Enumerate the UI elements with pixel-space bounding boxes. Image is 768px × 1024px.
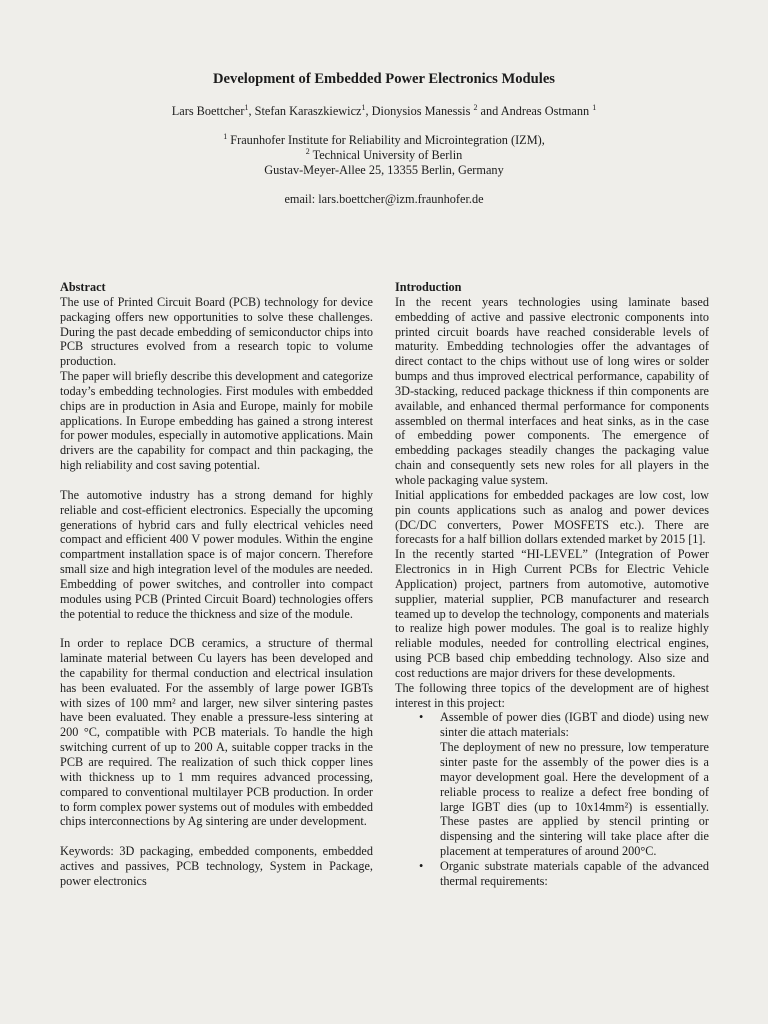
affiliation-line [0,148,768,163]
author-affiliation-mark: 1 [592,103,597,112]
abstract-paragraph: The paper will briefly describe this development and categorize today’s embedding technologies. First modules with embedded chips are in production in Asia and Europe, mainly for mobile applications. In Europe embedding has gained a strong interest for power modules, especially in automotive applications. Main drivers are the capability for compact and thin packaging, the high reliability and cost saving potential. [60,369,373,473]
author-separator: and [477,104,501,118]
affiliation-mark: 2 [305,147,310,156]
author-name: Andreas Ostmann [500,104,590,118]
introduction-paragraph: In the recently started “HI-LEVEL” (Integration of Power Electronics in in High Current PCBs for Electric Vehicle Application) project, partners from automotive, automotive supplier, material supplier, PCB manufacturer and research teamed up to develop the technology, components and materials to realize high power modules. The goal is to realize highly reliable modules, needed for controlling electrical engines, using PCB based chip embedding technology. Also size and cost reductions are major drivers for these developments. [395,547,709,680]
affiliation-line [0,133,768,148]
right-column [395,280,709,889]
paper-title: Development of Embedded Power Electronics Modules [213,71,555,87]
author-separator: , [365,104,372,118]
affiliation-mark: 1 [223,132,228,141]
left-column [60,280,373,889]
abstract-paragraph: In order to replace DCB ceramics, a structure of thermal laminate material between Cu layers has been developed and the capability for thermal conduction and electrical insulation has been evaluated. For the assembly of large power IGBTs with sizes of 100 mm² and larger, new silver sintering pastes have been evaluated. They enable a pressure-less sintering at 200 °C, compatible with PCB materials. To handle the high switching current of up to 200 A, suitable copper tracks in the PCB are required. The realization of such thick copper lines with thickness up to 1 mm requires advanced processing, compared to conventional multilayer PCB production. In order to form complex power systems out of modules with embedded chips interconnections by Ag sintering are under development. [60,636,373,829]
author-list [0,103,768,119]
keywords: Keywords: 3D packaging, embedded components, embedded actives and passives, PCB technology, System in Package, power electronics [60,844,373,888]
author-affiliation-mark: 1 [361,103,366,112]
abstract-paragraph: The automotive industry has a strong demand for highly reliable and cost-efficient electronics. Especially the upcoming generations of hybrid cars and fully electrical vehicles need compact and efficient 400 V power modules. Within the engine compartment installation space is of major concern. Therefore small size and high integration level of the modules are needed. Embedding of power switches, and controller into compact modules using PCB (Printed Circuit Board) technologies offers the potential to reduce the thickness and size of the module. [60,487,373,621]
author-name: Dionysios Manessis [371,104,471,118]
topic-list-item [419,858,709,889]
topic-title: Organic substrate materials capable of the advanced thermal requirements: [440,858,709,888]
affiliation-text: Technical University of Berlin [312,148,463,162]
introduction-paragraph: Initial applications for embedded packages are low cost, low pin counts applications such as analog and power devices (DC/DC converters, Power MOSFETS etc.). There are forecasts for a half billion dollars extended market by 2015 [1]. [395,487,709,547]
introduction-paragraph: The following three topics of the development are of highest interest in this project: [395,680,709,710]
author-affiliation-mark: 1 [244,103,249,112]
author-name: Lars Boettcher [171,104,245,118]
bullet-icon: • [419,710,424,725]
author-separator: , [248,104,255,118]
topic-body: The deployment of new no pressure, low temperature sinter paste for the assembly of the power dies is a mayor development goal. Here the development of a reliable process to realize a defect free bonding of large IGBT dies (up to 10x14mm²) is essentially. These pastes are applied by stencil printing or dispensing and the sintering will take place after die placement at temperatures of around 200°C. [440,740,709,859]
topic-list-item [419,710,709,859]
bullet-icon: • [419,858,424,873]
author-affiliation-mark: 2 [473,103,478,112]
introduction-heading: Introduction [395,280,462,294]
abstract-heading: Abstract [60,280,106,294]
affiliation-address: Gustav-Meyer-Allee 25, 13355 Berlin, Germany [264,163,504,177]
topic-list [395,710,709,888]
author-name: Stefan Karaszkiewicz [254,104,362,118]
affiliation-block [0,133,768,178]
abstract-paragraph: The use of Printed Circuit Board (PCB) technology for device packaging offers new opportunities to solve these challenges. During the past decade embedding of semiconductor chips into PCB structures evolved from a research topic to volume production. [60,294,373,369]
introduction-paragraph: In the recent years technologies using laminate based embedding of active and passive electronic components into printed circuit boards have reached considerable levels of maturity. Embedding technologies offer the advantages of direct contact to the chips without use of long wires or solder bumps and thus improved electrical performance, capability of 3D-stacking, reduced package thickness if thin components are available, and enhanced thermal performance for components assembled on thermal interfaces and heat sinks, as in the case of embedding power components. The emergence of embedding packages steadily changes the packaging value chain and consequently sets new roles for all players in the whole packaging value system. [395,294,709,487]
topic-title: Assemble of power dies (IGBT and diode) using new sinter die attach materials: [440,710,709,740]
paper-header [0,70,768,207]
author-email: email: lars.boettcher@izm.fraunhofer.de [284,192,484,206]
affiliation-text: Fraunhofer Institute for Reliability and Microintegration (IZM), [230,133,545,147]
